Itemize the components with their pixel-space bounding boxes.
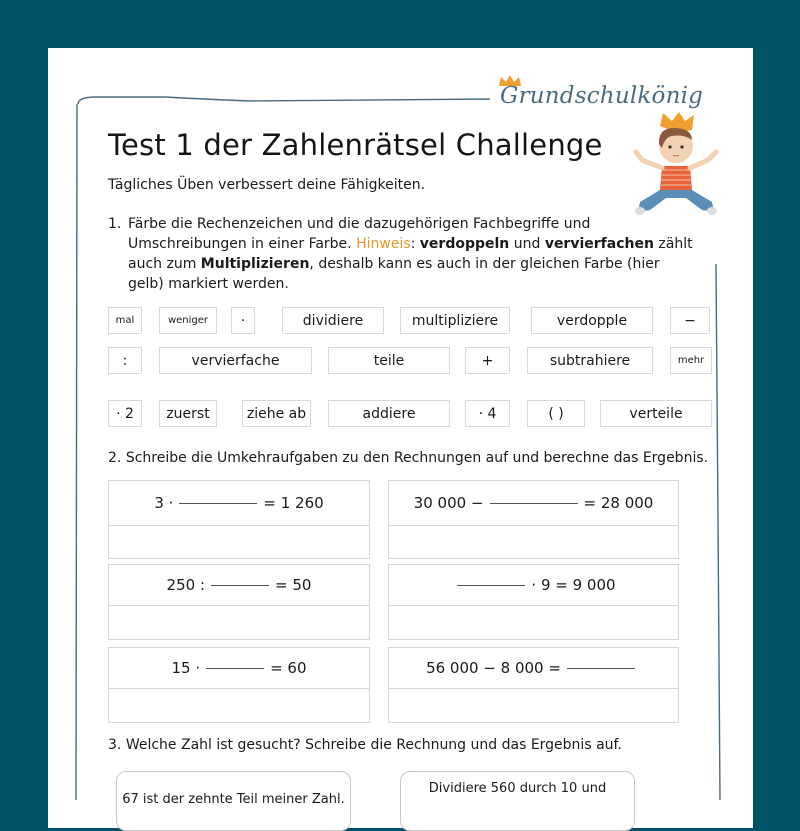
task-number: 1. <box>108 216 122 232</box>
term-tile[interactable]: dividiere <box>282 307 384 334</box>
term-tile[interactable]: · 2 <box>108 400 142 427</box>
term-tile[interactable]: : <box>108 347 142 374</box>
page-title: Test 1 der Zahlenrätsel Challenge <box>108 128 603 162</box>
term-tile[interactable]: teile <box>328 347 450 374</box>
equation-row <box>389 648 678 689</box>
task-text: zählt auch zum <box>128 236 693 272</box>
equation-right: = 60 <box>270 659 307 677</box>
equation-row <box>109 565 369 606</box>
term-tile[interactable]: verdopple <box>531 307 653 334</box>
answer-blank[interactable] <box>179 502 257 504</box>
answer-blank[interactable] <box>206 667 264 669</box>
equation-left: 250 : <box>166 576 205 594</box>
term-tile[interactable]: verteile <box>600 400 712 427</box>
term-tile[interactable]: addiere <box>328 400 450 427</box>
equation-row <box>389 481 678 526</box>
term-tile[interactable]: · <box>231 307 255 334</box>
riddle-card <box>116 771 351 831</box>
equation-row <box>109 481 369 526</box>
task-text: Welche Zahl ist gesucht? Schreibe die Rechnung und das Ergebnis auf. <box>125 737 622 753</box>
term-tile[interactable]: subtrahiere <box>527 347 653 374</box>
bold-term: verdoppeln <box>419 236 510 252</box>
task-text: und <box>509 236 545 252</box>
term-tile[interactable]: ( ) <box>527 400 585 427</box>
equation-box <box>388 647 679 723</box>
bold-term: Multiplizieren <box>200 256 310 272</box>
task-1-instructions <box>108 214 693 294</box>
riddle-text: Dividiere 560 durch 10 und <box>428 781 607 796</box>
answer-blank[interactable] <box>567 667 635 669</box>
term-tile[interactable]: + <box>465 347 510 374</box>
task-text: Schreibe die Umkehraufgaben zu den Rechnungen auf und berechne das Ergebnis. <box>125 450 709 466</box>
equation-right: = 1 260 <box>263 494 324 512</box>
term-tile[interactable]: mehr <box>670 347 712 374</box>
equation-row <box>389 565 678 606</box>
equation-box <box>388 480 679 559</box>
equation-row <box>109 648 369 689</box>
task-number: 2. <box>108 450 122 466</box>
task-text: , deshalb kann es auch in der gleichen Farbe (hier gelb) markiert werden. <box>128 256 660 292</box>
work-area[interactable] <box>109 605 369 639</box>
term-tile[interactable]: mal <box>108 307 142 334</box>
work-area[interactable] <box>109 688 369 722</box>
equation-left: 30 000 − <box>413 494 484 512</box>
term-tile[interactable]: vervierfache <box>159 347 312 374</box>
task-number: 3. <box>108 737 122 753</box>
equation-box <box>388 564 679 640</box>
hint-label: Hinweis <box>356 236 411 252</box>
answer-blank[interactable] <box>457 584 525 586</box>
term-tile[interactable]: · 4 <box>465 400 510 427</box>
work-area[interactable] <box>109 525 369 558</box>
equation-right: = 28 000 <box>583 494 654 512</box>
brand-logo: Grundschulkönig <box>500 83 704 109</box>
equation-left: 15 · <box>171 659 201 677</box>
task-text: : <box>410 236 420 252</box>
work-area[interactable] <box>389 525 678 558</box>
term-tile[interactable]: zuerst <box>159 400 217 427</box>
equation-right: · 9 = 9 000 <box>531 576 616 594</box>
term-tile[interactable]: multipliziere <box>400 307 510 334</box>
riddle-text: 67 ist der zehnte Teil meiner Zahl. <box>122 792 345 807</box>
page-subtitle: Tägliches Üben verbessert deine Fähigkeiten. <box>108 177 426 193</box>
term-tile[interactable]: weniger <box>159 307 217 334</box>
term-tile[interactable]: ziehe ab <box>242 400 311 427</box>
answer-blank[interactable] <box>490 502 578 504</box>
boy-with-crown-illustration <box>632 112 720 217</box>
work-area[interactable] <box>389 605 678 639</box>
task-2-instructions <box>108 448 708 468</box>
task-text: Färbe die Rechenzeichen und die dazugehörigen Fachbegriffe und Umschreibungen in einer Farbe. <box>128 216 591 252</box>
task-3-instructions <box>108 735 622 755</box>
answer-blank[interactable] <box>211 584 269 586</box>
equation-box <box>108 647 370 723</box>
equation-box <box>108 564 370 640</box>
equation-box <box>108 480 370 559</box>
equation-left: 56 000 − 8 000 = <box>426 659 561 677</box>
term-tile[interactable]: − <box>670 307 710 334</box>
riddle-card <box>400 771 635 831</box>
equation-left: 3 · <box>154 494 174 512</box>
equation-right: = 50 <box>275 576 312 594</box>
bold-term: vervierfachen <box>544 236 654 252</box>
work-area[interactable] <box>389 688 678 722</box>
